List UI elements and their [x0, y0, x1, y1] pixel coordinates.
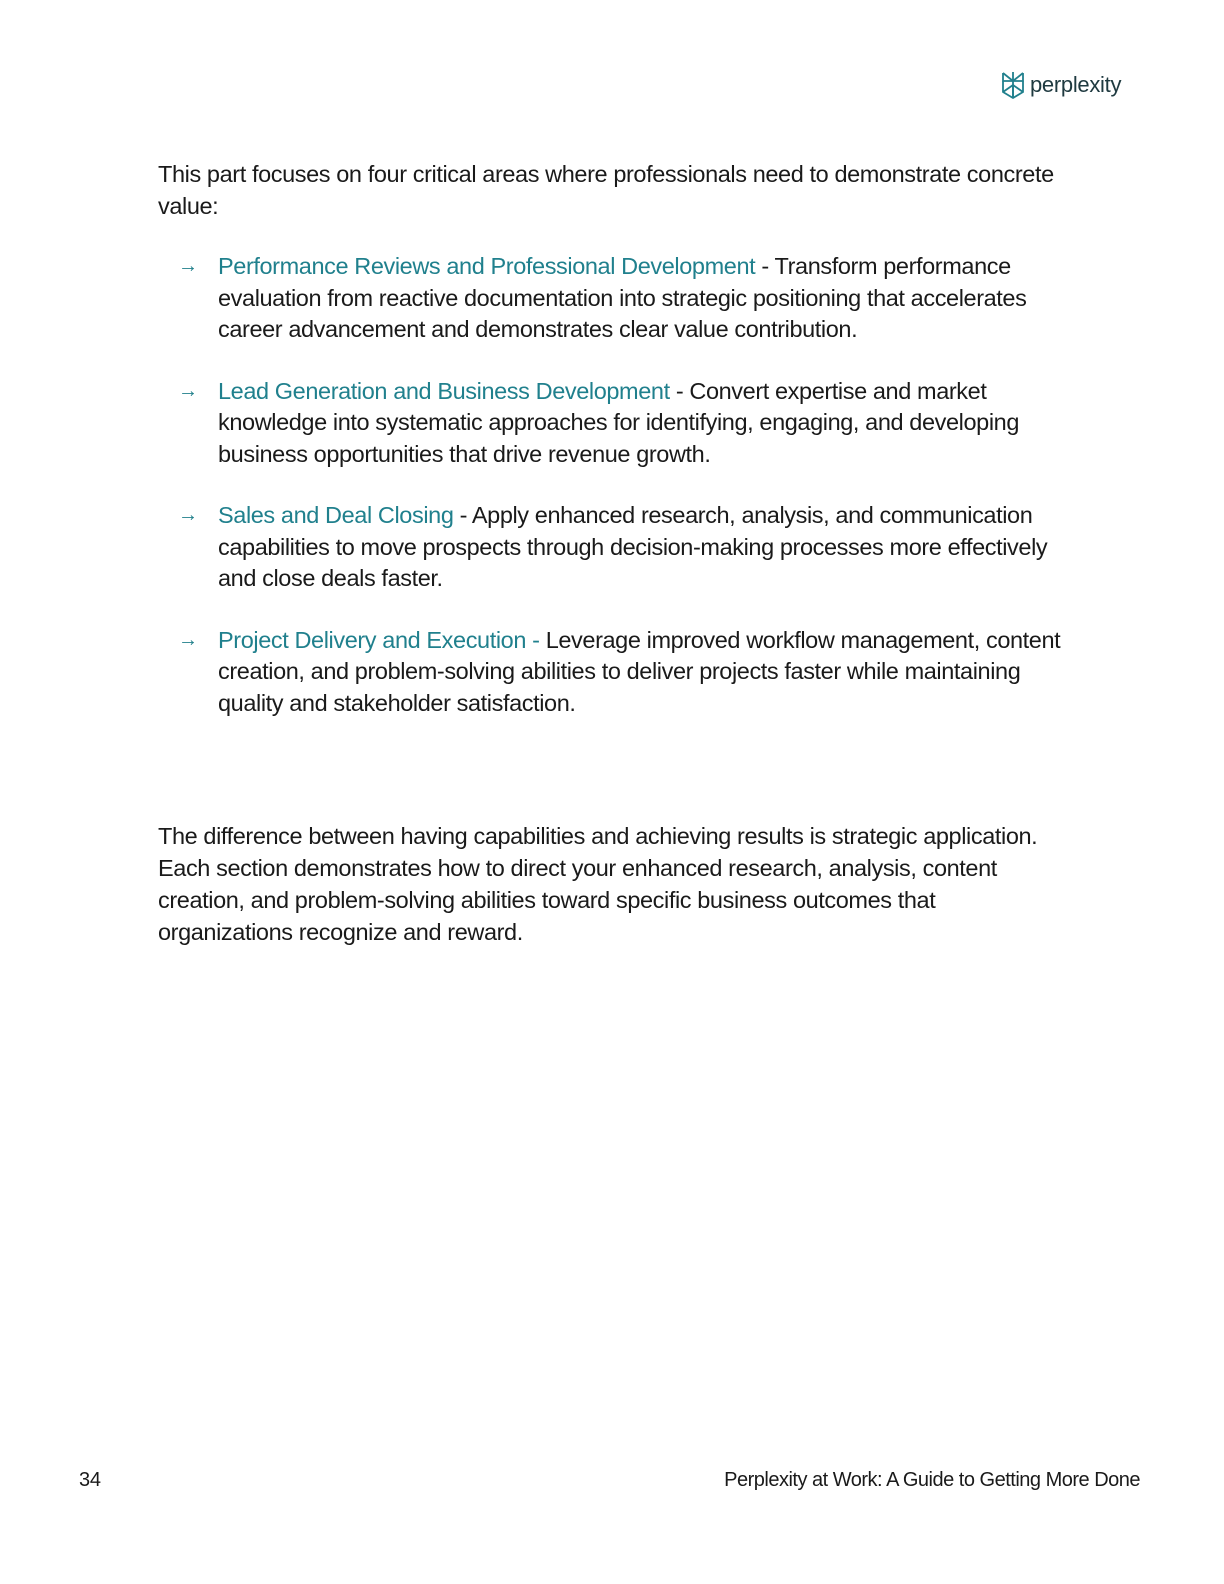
item-description: Convert expertise and market knowledge into systematic approaches for identifying, engaging, and developing business opportunities that drive revenue growth.: [218, 377, 1019, 467]
item-separator: -: [453, 502, 472, 528]
arrow-right-icon: →: [178, 379, 198, 402]
perplexity-logo: [1000, 70, 1121, 100]
logo-text: perplexity: [1030, 72, 1122, 97]
page-number: 34: [79, 1469, 101, 1491]
item-title: Lead Generation and Business Development: [218, 377, 670, 404]
arrow-right-icon: →: [178, 628, 198, 651]
item-description: Leverage improved workflow management, content creation, and problem-solving abilities to deliver projects faster while maintaining quality and stakeholder satisfaction.: [218, 626, 1061, 716]
page-content: [158, 158, 1078, 945]
arrow-right-icon: →: [178, 504, 198, 526]
list-item: [158, 625, 1078, 720]
item-title: Sales and Deal Closing: [218, 502, 454, 528]
list-item: [158, 251, 1078, 346]
focus-areas-list: [158, 251, 1078, 749]
footer-document-title: Perplexity at Work: A Guide to Getting More Done: [724, 1469, 1140, 1491]
item-description: Transform performance evaluation from reactive documentation into strategic positioning that accelerates career advancement and demonstrates clear value contribution.: [218, 253, 1027, 342]
outro-paragraph: The difference between having capabilities and achieving results is strategic application. Each section demonstrates how to direct your enhanced research, analysis, content creation, and problem-solving abilities toward specific business outcomes that organizations recognize and reward.: [158, 823, 1038, 945]
perplexity-logo-icon: [1000, 70, 1026, 100]
list-item: [158, 500, 1078, 595]
item-title: Project Delivery and Execution -: [218, 626, 540, 653]
intro-paragraph: This part focuses on four critical areas where professionals need to demonstrate concrete value:: [158, 161, 1054, 219]
item-description: Apply enhanced research, analysis, and communication capabilities to move prospects through decision-making processes more effectively and close deals faster.: [218, 502, 1048, 591]
item-separator: -: [755, 253, 775, 279]
item-title: Performance Reviews and Professional Development: [218, 253, 756, 279]
list-item: [158, 376, 1078, 471]
item-separator: -: [669, 377, 690, 404]
arrow-right-icon: →: [178, 255, 198, 277]
